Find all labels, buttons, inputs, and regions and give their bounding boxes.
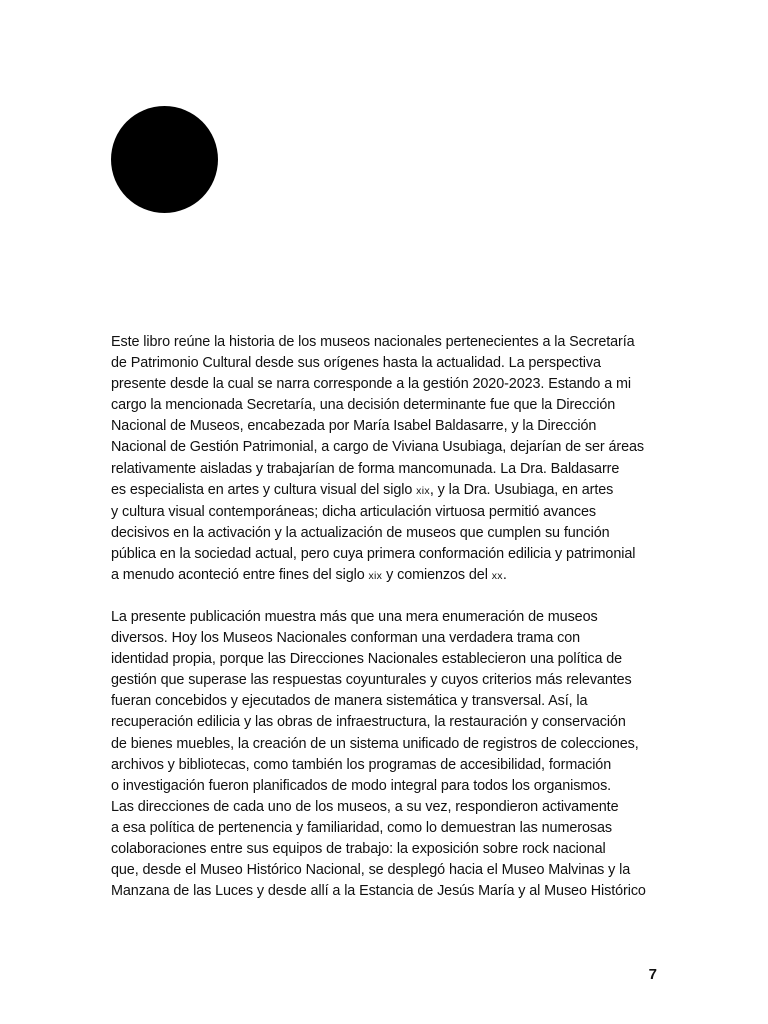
text-run: y comienzos del <box>382 567 492 584</box>
paragraph-1-line: pública en la sociedad actual, pero cuya primera conformación edilicia y patrimonial <box>111 545 636 562</box>
page-number: 7 <box>648 966 657 983</box>
paragraph-2-line: identidad propia, porque las Direcciones Nacionales establecieron una política de <box>111 651 623 668</box>
paragraph-1-line: relativamente aisladas y trabajarían de forma mancomunada. La Dra. Baldasarre <box>111 460 620 477</box>
paragraph-2-line: Manzana de las Luces y desde allí a la Estancia de Jesús María y al Museo Histórico <box>111 883 646 900</box>
paragraph-2-line: archivos y bibliotecas, como también los programas de accesibilidad, formación <box>111 756 612 773</box>
text-run: . <box>502 567 507 584</box>
paragraph-1-line: de Patrimonio Cultural desde sus orígenes hasta la actualidad. La perspectiva <box>111 355 601 372</box>
decorative-black-circle <box>111 106 218 213</box>
paragraph-1-line: presente desde la cual se narra corresponde a la gestión 2020-2023. Estando a mi <box>111 376 631 393</box>
century-numeral: xx <box>491 570 503 583</box>
paragraph-1-line: Este libro reúne la historia de los museos nacionales pertenecientes a la Secretaría <box>111 334 635 350</box>
century-numeral: xix <box>368 570 383 583</box>
paragraph-2 <box>111 607 671 902</box>
text-run: a menudo aconteció entre fines del siglo <box>111 567 369 584</box>
paragraph-2-line: a esa política de pertenencia y familiaridad, como lo demuestran las numerosas <box>111 819 612 836</box>
paragraph-1-line: Nacional de Gestión Patrimonial, a cargo de Viviana Usubiaga, dejarían de ser áreas <box>111 439 645 456</box>
paragraph-2-line: que, desde el Museo Histórico Nacional, se desplegó hacia el Museo Malvinas y la <box>111 862 631 879</box>
paragraph-2-line: diversos. Hoy los Museos Nacionales conforman una verdadera trama con <box>111 630 581 647</box>
paragraph-2-line: o investigación fueron planificados de modo integral para todos los organismos. <box>111 777 612 794</box>
paragraph-1-line: decisivos en la activación y la actualización de museos que cumplen su función <box>111 524 610 541</box>
paragraph-1-line: cargo la mencionada Secretaría, una decisión determinante fue que la Dirección <box>111 397 616 414</box>
text-run: es especialista en artes y cultura visual del siglo <box>111 481 417 498</box>
paragraph-2-line: fueran concebidos y ejecutados de manera sistemática y transversal. Así, la <box>111 693 588 710</box>
paragraph-1 <box>111 332 671 587</box>
paragraph-1-line: y cultura visual contemporáneas; dicha articulación virtuosa permitió avances <box>111 503 597 520</box>
paragraph-2-line: gestión que superase las respuestas coyunturales y cuyos criterios más relevantes <box>111 672 632 689</box>
paragraph-1-line <box>111 480 671 502</box>
paragraph-1-line <box>111 565 671 587</box>
paragraph-2-line: Las direcciones de cada uno de los museos, a su vez, respondieron activamente <box>111 798 619 815</box>
century-numeral: xix <box>416 484 430 497</box>
paragraph-2-line: de bienes muebles, la creación de un sistema unificado de registros de colecciones, <box>111 735 639 752</box>
paragraph-1-line: Nacional de Museos, encabezada por María Isabel Baldasarre, y la Dirección <box>111 418 597 435</box>
text-run: , y la Dra. Usubiaga, en artes <box>429 481 614 498</box>
paragraph-2-line: colaboraciones entre sus equipos de trabajo: la exposición sobre rock nacional <box>111 841 606 858</box>
paragraph-2-line: La presente publicación muestra más que una mera enumeración de museos <box>111 609 598 625</box>
paragraph-2-line: recuperación edilicia y las obras de infraestructura, la restauración y conservación <box>111 714 626 731</box>
